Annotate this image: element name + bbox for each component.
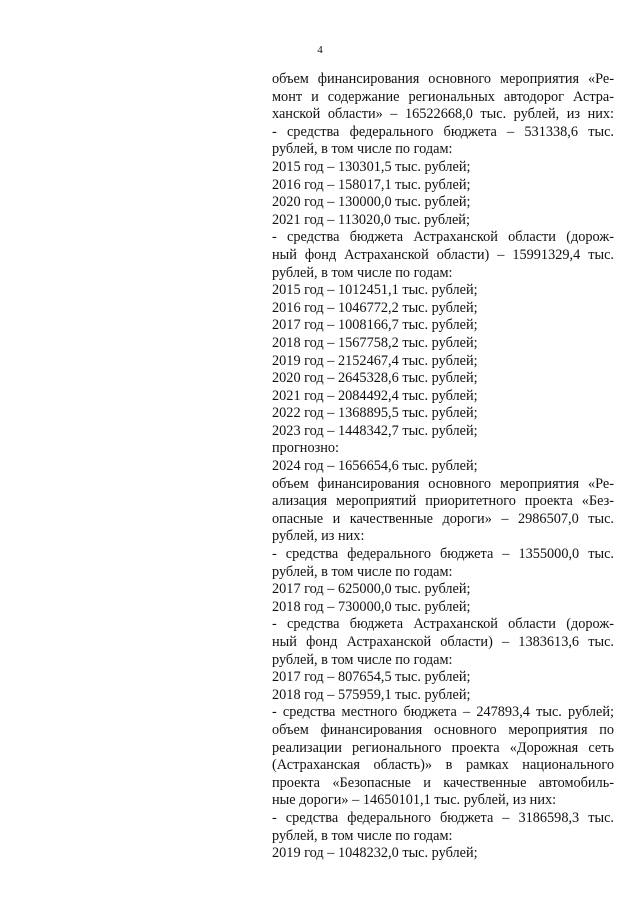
text-line: 2022 год – 1368895,5 тыс. рублей;: [272, 405, 478, 422]
text-line: - средства федерального бюджета – 3186598,3 тыс.: [272, 809, 614, 826]
text-line: 2017 год – 1008166,7 тыс. рублей;: [272, 317, 478, 334]
text-line: 2020 год – 130000,0 тыс. рублей;: [272, 194, 471, 211]
text-line: - средства федерального бюджета – 531338,6 тыс.: [272, 123, 614, 140]
text-line: 2021 год – 113020,0 тыс. рублей;: [272, 211, 470, 228]
text-line: 2019 год – 1048232,0 тыс. рублей;: [272, 845, 478, 862]
text-line: проекта «Безопасные и качественные автомобиль-: [272, 774, 614, 791]
text-line: рублей, в том числе по годам:: [272, 264, 453, 281]
text-line: ализация мероприятий приоритетного проекта «Без-: [272, 493, 614, 510]
text-line: монт и содержание региональных автодорог Астра-: [272, 88, 614, 105]
text-line: реализации регионального проекта «Дорожная сеть: [272, 739, 614, 756]
text-line: объем финансирования основного мероприятия «Ре-: [272, 71, 614, 87]
page-number: 4: [317, 44, 323, 56]
text-line: рублей, в том числе по годам:: [272, 651, 453, 668]
text-line: рублей, в том числе по годам:: [272, 827, 453, 844]
text-line: рублей, из них:: [272, 528, 365, 545]
text-line: 2018 год – 1567758,2 тыс. рублей;: [272, 334, 478, 351]
text-line: ный фонд Астраханской области) – 15991329,4 тыс.: [272, 246, 614, 263]
text-line: 2015 год – 1012451,1 тыс. рублей;: [272, 282, 478, 299]
text-line: 2015 год – 130301,5 тыс. рублей;: [272, 158, 471, 175]
text-line: прогнозно:: [272, 440, 340, 457]
text-line: 2020 год – 2645328,6 тыс. рублей;: [272, 370, 478, 387]
text-line: рублей, в том числе по годам:: [272, 563, 453, 580]
text-line: 2016 год – 1046772,2 тыс. рублей;: [272, 299, 478, 316]
text-line: (Астраханская область)» в рамках национального: [272, 757, 614, 774]
text-line: ханской области» – 16522668,0 тыс. рублей, из них:: [272, 106, 614, 123]
text-line: 2018 год – 730000,0 тыс. рублей;: [272, 598, 471, 615]
text-line: - средства федерального бюджета – 1355000,0 тыс.: [272, 546, 614, 563]
text-line: - средства бюджета Астраханской области (дорож-: [272, 616, 614, 633]
text-line: 2017 год – 807654,5 тыс. рублей;: [272, 669, 471, 686]
text-line: ный фонд Астраханской области) – 1383613,6 тыс.: [272, 634, 614, 650]
text-line: рублей, в том числе по годам:: [272, 141, 453, 158]
text-line: 2023 год – 1448342,7 тыс. рублей;: [272, 422, 478, 439]
text-line: 2016 год – 158017,1 тыс. рублей;: [272, 176, 471, 193]
text-line: ные дороги» – 14650101,1 тыс. рублей, из них:: [272, 792, 557, 809]
text-line: 2017 год – 625000,0 тыс. рублей;: [272, 581, 471, 598]
text-line: объем финансирования основного мероприятия «Ре-: [272, 475, 614, 492]
text-line: объем финансирования основного мероприятия по: [272, 721, 614, 738]
text-line: 2018 год – 575959,1 тыс. рублей;: [272, 686, 471, 703]
text-line: опасные и качественные дороги» – 2986507,0 тыс.: [272, 510, 614, 527]
document-body: [272, 71, 614, 863]
text-line: 2019 год – 2152467,4 тыс. рублей;: [272, 352, 478, 369]
text-line: - средства бюджета Астраханской области (дорож-: [272, 229, 614, 246]
text-line: 2024 год – 1656654,6 тыс. рублей;: [272, 458, 478, 475]
text-line: 2021 год – 2084492,4 тыс. рублей;: [272, 387, 478, 404]
text-line: - средства местного бюджета – 247893,4 тыс. рублей;: [272, 704, 614, 721]
